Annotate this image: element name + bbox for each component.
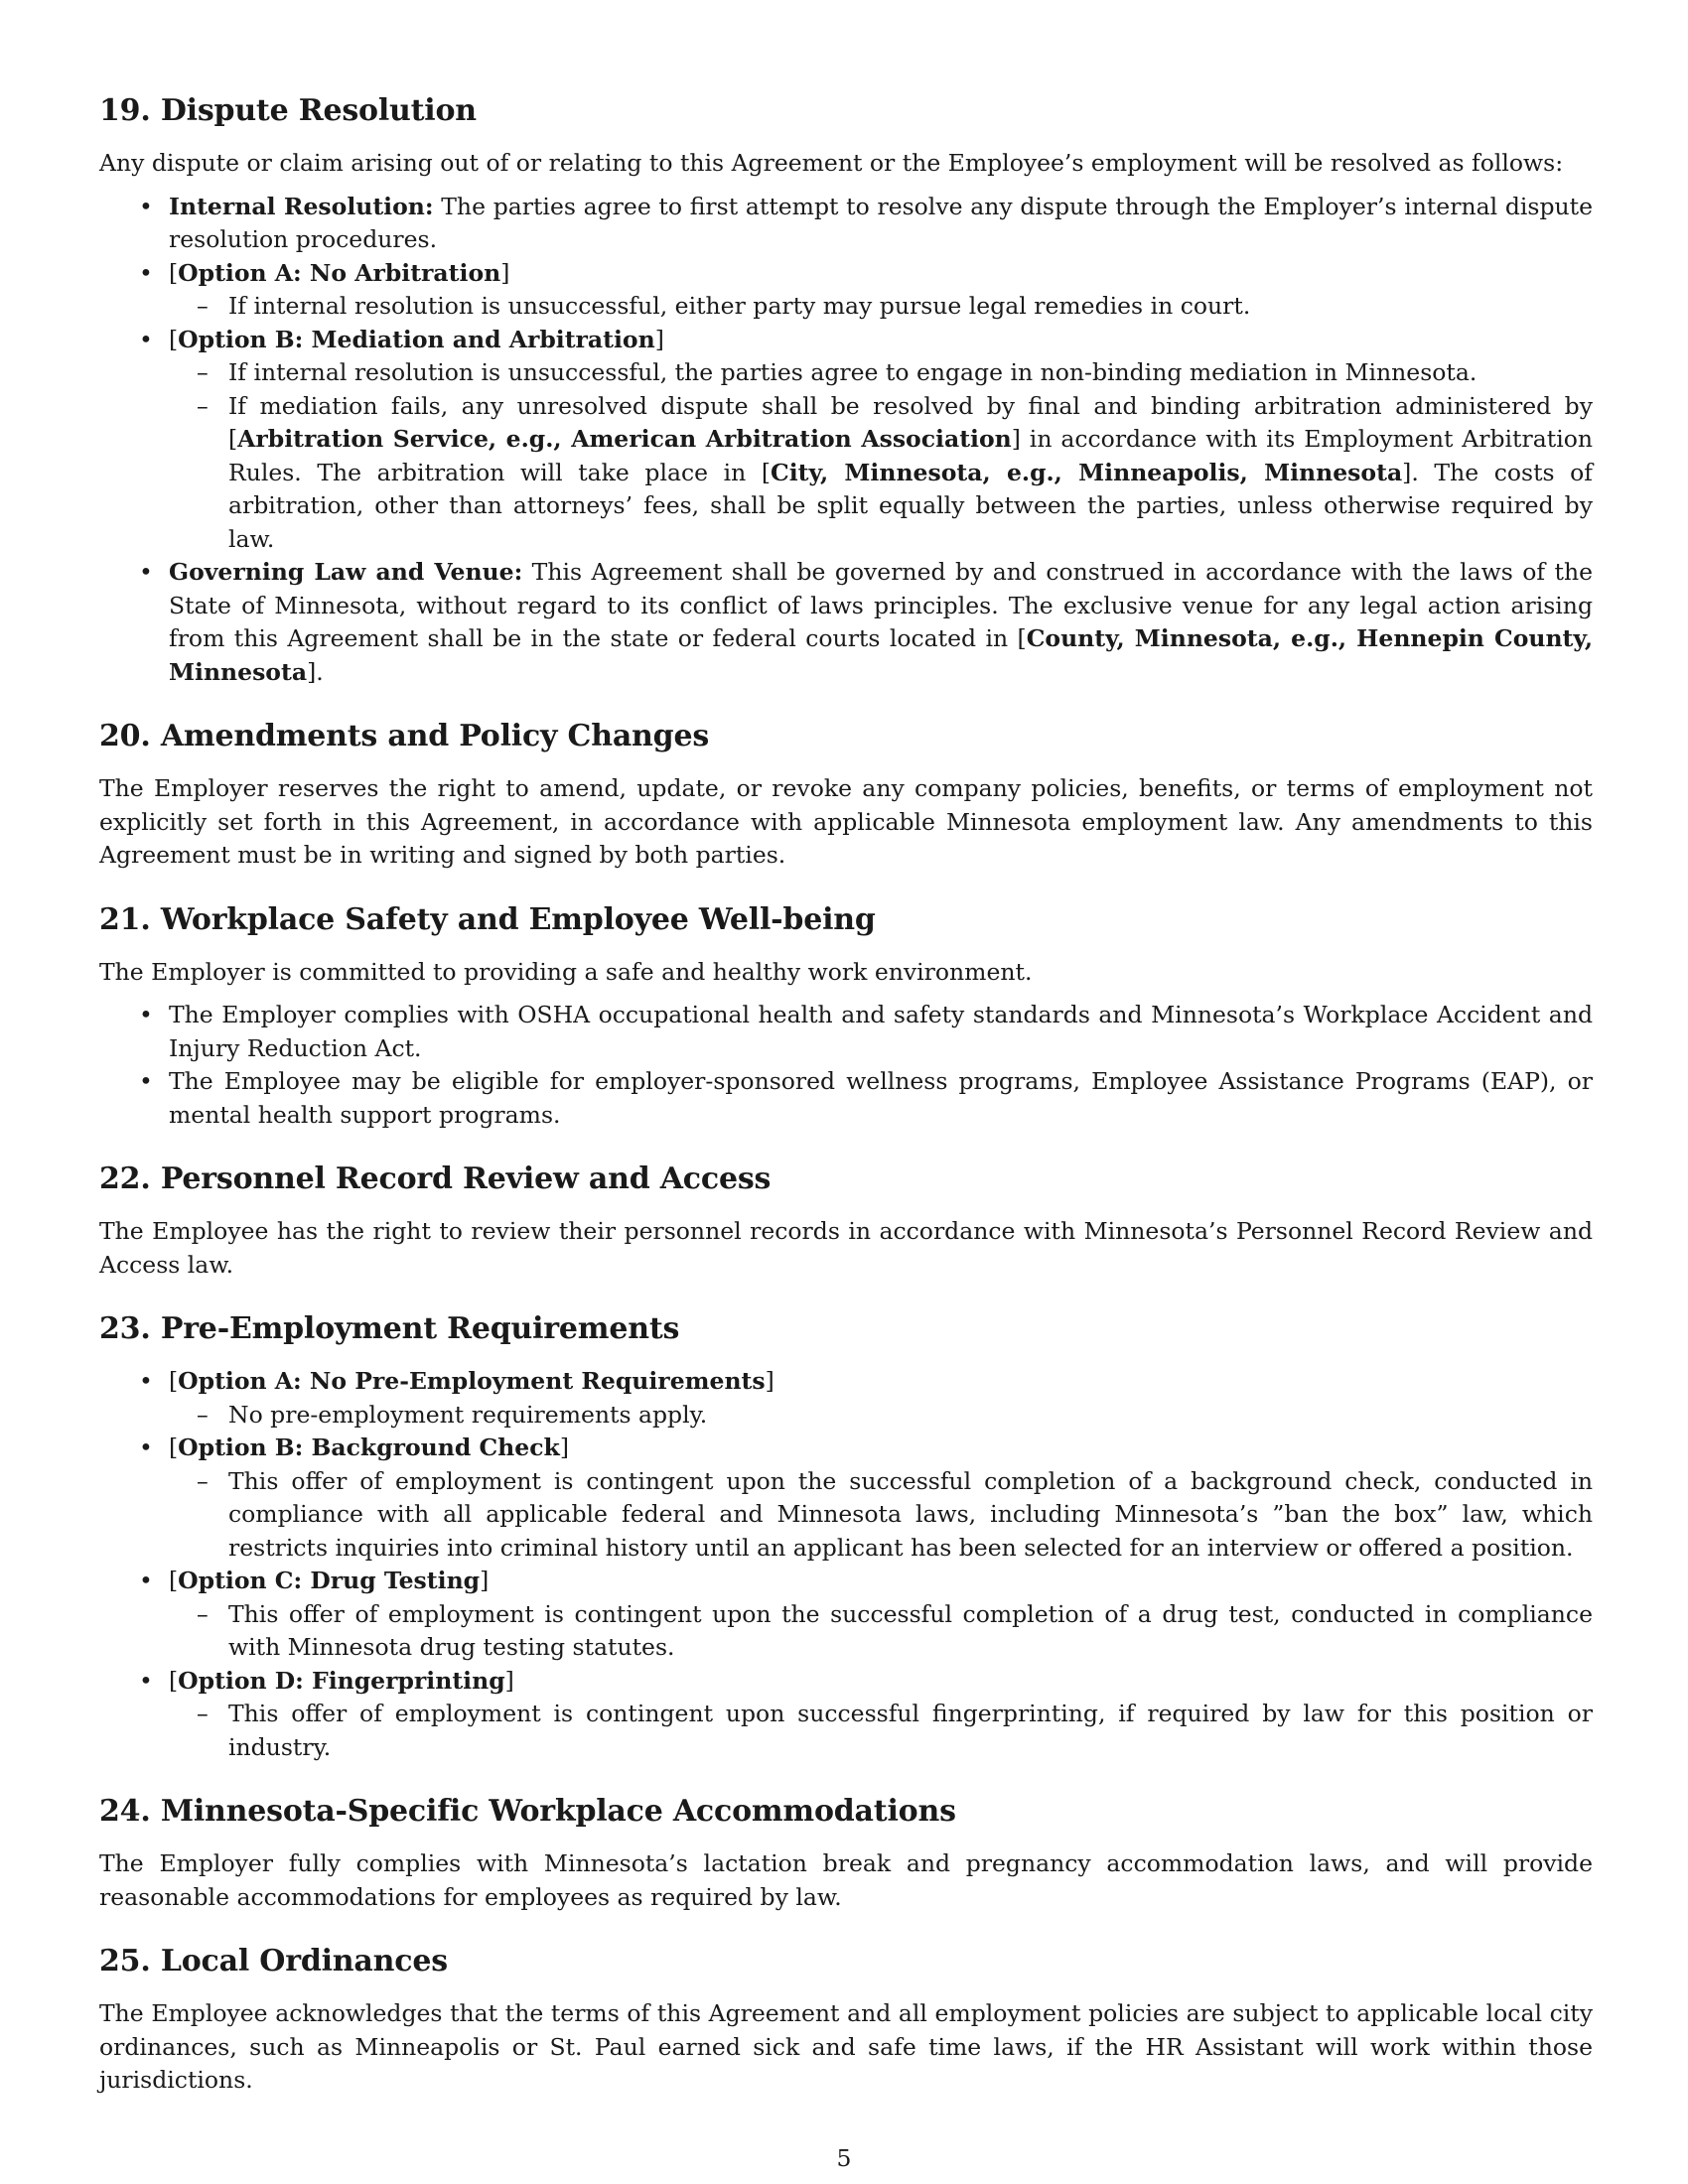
list-item: [99, 556, 1593, 689]
list-item: [99, 324, 1593, 557]
sub-list: [169, 1465, 1593, 1566]
section-24: [99, 1792, 1593, 1914]
section-text: The Employee acknowledges that the terms of this Agreement and all employment policies are subject to applicable local city ordinances, such as Minneapolis or St. Paul earned sick and safe time laws, if the HR Assistant will work within those jurisdictions.: [99, 1999, 1593, 2094]
section-intro: Any dispute or claim arising out of or relating to this Agreement or the Employee’s employment will be resolved as follows:: [99, 149, 1564, 177]
bracket: [: [169, 258, 179, 287]
sub-list: [169, 290, 1593, 324]
section-heading: 24. Minnesota-Specific Workplace Accommodations: [99, 1794, 956, 1829]
bracket: [: [169, 1433, 179, 1461]
list-item: [99, 1365, 1593, 1432]
list-item: [99, 1432, 1593, 1565]
item-text: ]. The costs of arbitration, other than attorneys’ fees, shall be split equally between the parties, unless otherwise required by law.: [228, 458, 1593, 553]
item-text: ].: [307, 657, 324, 686]
bracket: [: [169, 1367, 179, 1395]
sub-list-item: – No pre-employment requirements apply.: [169, 1399, 1593, 1433]
section-22: [99, 1160, 1593, 1282]
bullet-list: [99, 999, 1593, 1132]
sub-list: [169, 1598, 1593, 1665]
bracket: ]: [559, 1433, 569, 1461]
sub-list-item: – If internal resolution is unsuccessful, either party may pursue legal remedies in court.: [169, 290, 1593, 324]
bracket: [: [169, 325, 179, 353]
bracket: [: [169, 1666, 179, 1695]
sub-list-item: – This offer of employment is contingent upon the successful completion of a drug test, conducted in compliance with Minnesota drug testing statutes.: [169, 1598, 1593, 1665]
placeholder-text: County, Minnesota, e.g., Hennepin County, Minnesota: [169, 624, 1594, 686]
sub-list: [169, 1698, 1593, 1764]
section-text: The Employer fully complies with Minnesota’s lactation break and pregnancy accommodation laws, and will provide reasonable accommodations for employees as required by law.: [99, 1849, 1593, 1911]
option-label: Option B: Mediation and Arbitration: [178, 325, 655, 353]
item-text: The parties agree to first attempt to resolve any dispute through the Employer’s internal dispute resolution procedures.: [169, 192, 1593, 253]
placeholder-text: Arbitration Service, e.g., American Arbitration Association: [237, 425, 1012, 453]
section-text: The Employee has the right to review their personnel records in accordance with Minnesota’s Personnel Record Review and Access law.: [99, 1217, 1593, 1279]
section-heading: 23. Pre-Employment Requirements: [99, 1311, 680, 1346]
list-item: • The Employee may be eligible for employer-sponsored wellness programs, Employee Assistance Programs (EAP), or mental health support programs.: [99, 1065, 1593, 1132]
section-20: [99, 717, 1593, 873]
sub-list: [169, 1399, 1593, 1433]
section-heading: 21. Workplace Safety and Employee Well-being: [99, 901, 876, 937]
option-label: Option A: No Arbitration: [178, 258, 501, 287]
option-label: Option D: Fingerprinting: [178, 1666, 505, 1695]
bracket: [: [169, 1567, 179, 1594]
section-21: [99, 900, 1593, 1133]
list-item: [99, 1665, 1593, 1765]
bracket: ]: [480, 1567, 490, 1594]
section-19: [99, 91, 1593, 689]
section-text: The Employer reserves the right to amend, update, or revoke any company policies, benefits, or terms of employment not explicitly set forth in this Agreement, in accordance with applicable Minnesota employment law. Any amendments to this Agreement must be in writing and signed by both parties.: [99, 774, 1593, 869]
section-heading: 25. Local Ordinances: [99, 1944, 448, 1979]
bracket: ]: [654, 325, 664, 353]
list-item: [99, 257, 1593, 324]
bracket: ]: [765, 1367, 774, 1395]
placeholder-text: City, Minnesota, e.g., Minneapolis, Minnesota: [771, 458, 1403, 486]
section-heading: 22. Personnel Record Review and Access: [99, 1161, 772, 1196]
bullet-list: [99, 1365, 1593, 1764]
section-heading: 20. Amendments and Policy Changes: [99, 719, 710, 753]
list-item: [99, 1565, 1593, 1665]
option-label: Option C: Drug Testing: [178, 1567, 481, 1594]
item-text: This Agreement shall be governed by and construed in accordance with the laws of the State of Minnesota, without regard to its conflict of laws principles. The exclusive venue for any legal action arising from this Agreement shall be in the state or federal courts located in [: [169, 558, 1593, 652]
item-label: Internal Resolution:: [169, 192, 434, 220]
list-item: [99, 191, 1593, 257]
list-item: • The Employer complies with OSHA occupational health and safety standards and Minnesota’s Workplace Accident and Injury Reduction Act.: [99, 999, 1593, 1065]
document-page: [99, 91, 1593, 2125]
section-heading: 19. Dispute Resolution: [99, 93, 477, 128]
bullet-list: [99, 191, 1593, 690]
sub-list-item: – If internal resolution is unsuccessful, the parties agree to engage in non-binding mediation in Minnesota.: [169, 356, 1593, 390]
section-intro: The Employer is committed to providing a safe and healthy work environment.: [99, 957, 1033, 986]
item-text: ] in accordance with its Employment Arbitration Rules. The arbitration will take place in [: [228, 425, 1593, 486]
section-25: [99, 1942, 1593, 2098]
bracket: ]: [504, 1666, 514, 1695]
option-label: Option A: No Pre-Employment Requirements: [178, 1367, 766, 1395]
option-label: Option B: Background Check: [178, 1433, 560, 1461]
bracket: ]: [500, 258, 510, 287]
section-23: [99, 1309, 1593, 1764]
item-text: If mediation fails, any unresolved dispute shall be resolved by final and binding arbitration administered by [: [228, 391, 1593, 453]
sub-list: [169, 356, 1593, 556]
item-label: Governing Law and Venue:: [169, 558, 523, 586]
page-number: 5: [836, 2144, 852, 2172]
sub-list-item: – This offer of employment is contingent upon the successful completion of a background check, conducted in compliance with all applicable federal and Minnesota laws, including Minnesota’s ”ban the box” law, which restricts inquiries into criminal history until an applicant has been selected for an interview or offered a position.: [169, 1465, 1593, 1566]
sub-list-item: – This offer of employment is contingent upon successful fingerprinting, if required by law for this position or industry.: [169, 1698, 1593, 1764]
sub-list-item: [169, 390, 1593, 557]
